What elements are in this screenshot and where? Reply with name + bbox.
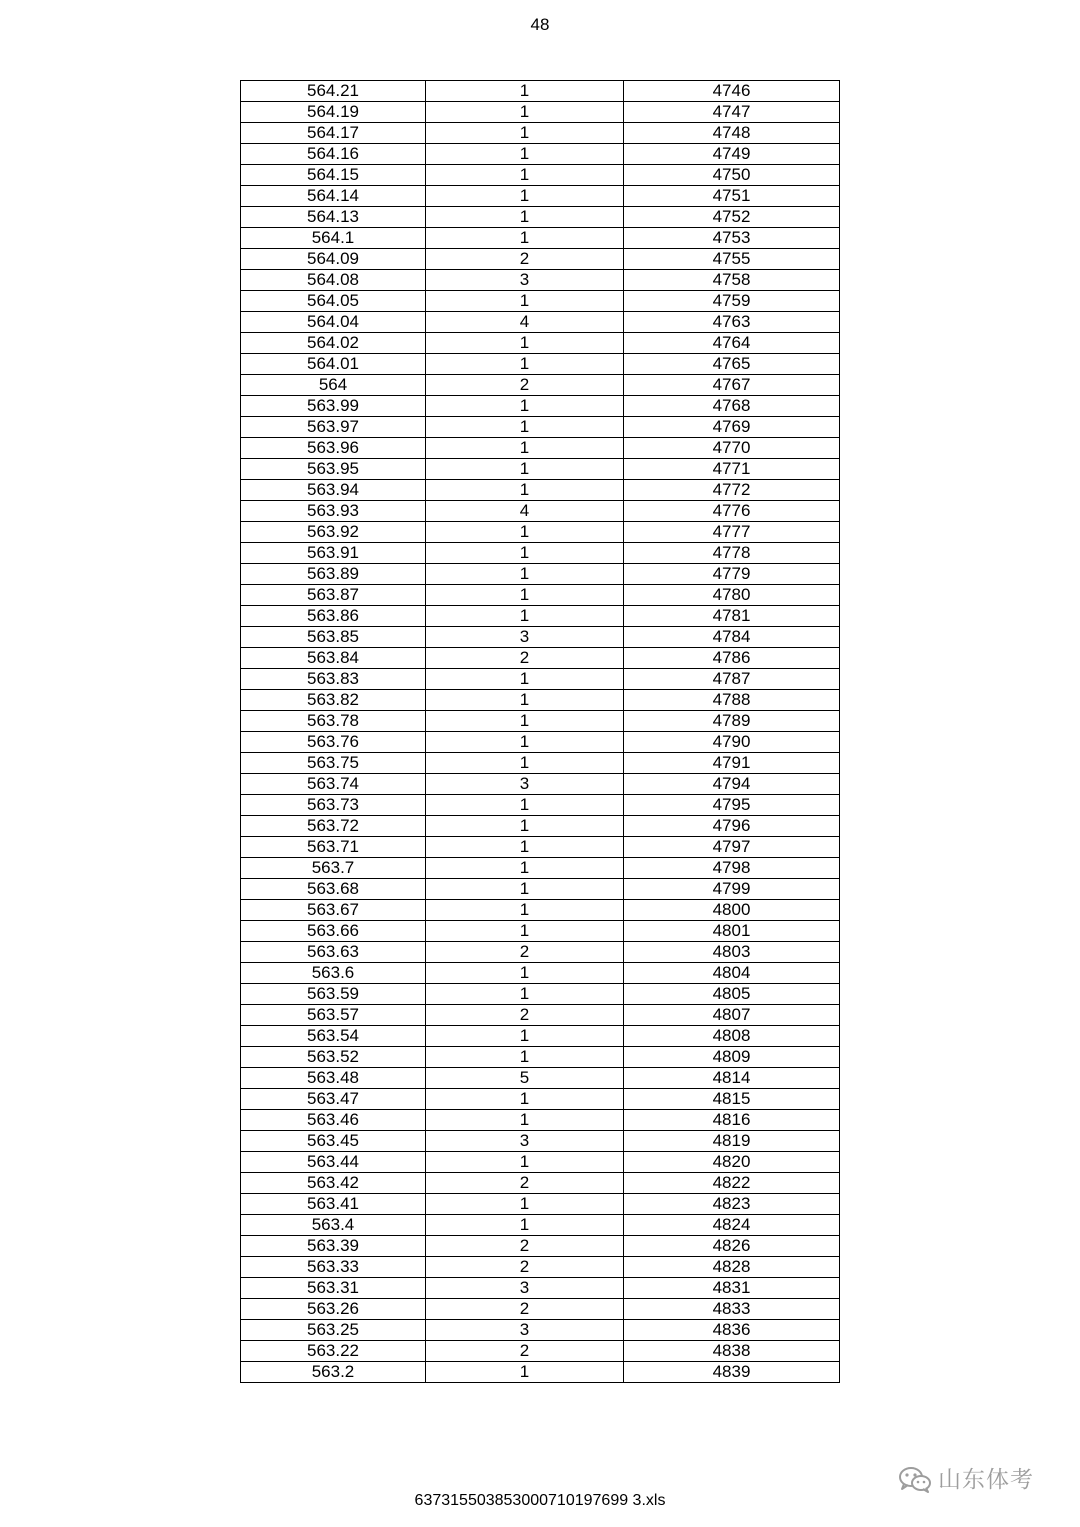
cumulative-cell: 4787 [624,669,840,690]
score-cell: 564.08 [241,270,426,291]
table-row [241,438,840,459]
count-cell: 1 [426,1026,624,1047]
table-row [241,921,840,942]
cumulative-cell: 4746 [624,81,840,102]
cumulative-cell: 4771 [624,459,840,480]
count-cell: 2 [426,375,624,396]
score-cell: 563.44 [241,1152,426,1173]
count-cell: 2 [426,1173,624,1194]
cumulative-cell: 4791 [624,753,840,774]
count-cell: 3 [426,1131,624,1152]
table-row [241,1047,840,1068]
cumulative-cell: 4828 [624,1257,840,1278]
score-cell: 563.94 [241,480,426,501]
score-cell: 563.85 [241,627,426,648]
table-row [241,795,840,816]
score-cell: 563.31 [241,1278,426,1299]
table-row [241,165,840,186]
count-cell: 1 [426,711,624,732]
count-cell: 4 [426,501,624,522]
table-row [241,585,840,606]
score-cell: 564.02 [241,333,426,354]
table-row [241,333,840,354]
count-cell: 1 [426,669,624,690]
cumulative-cell: 4809 [624,1047,840,1068]
score-cell: 563.97 [241,417,426,438]
score-cell: 563.72 [241,816,426,837]
cumulative-cell: 4826 [624,1236,840,1257]
count-cell: 1 [426,606,624,627]
score-table [240,80,840,1383]
table-body [241,81,840,1383]
table-row [241,81,840,102]
score-cell: 563.33 [241,1257,426,1278]
table-row [241,669,840,690]
cumulative-cell: 4831 [624,1278,840,1299]
cumulative-cell: 4765 [624,354,840,375]
score-cell: 563.96 [241,438,426,459]
cumulative-cell: 4801 [624,921,840,942]
cumulative-cell: 4805 [624,984,840,1005]
score-cell: 564.05 [241,291,426,312]
table-row [241,1341,840,1362]
score-cell: 563.66 [241,921,426,942]
score-cell: 563.4 [241,1215,426,1236]
score-cell: 563.71 [241,837,426,858]
cumulative-cell: 4778 [624,543,840,564]
count-cell: 1 [426,879,624,900]
table-row [241,417,840,438]
score-cell: 563.84 [241,648,426,669]
score-cell: 563.86 [241,606,426,627]
table-row [241,207,840,228]
count-cell: 1 [426,732,624,753]
cumulative-cell: 4816 [624,1110,840,1131]
cumulative-cell: 4780 [624,585,840,606]
count-cell: 1 [426,753,624,774]
count-cell: 2 [426,1005,624,1026]
score-cell: 564 [241,375,426,396]
watermark-text: 山东体考 [938,1467,1034,1493]
table-row [241,1005,840,1026]
count-cell: 2 [426,942,624,963]
count-cell: 1 [426,354,624,375]
count-cell: 1 [426,291,624,312]
count-cell: 1 [426,1152,624,1173]
table-row [241,228,840,249]
table-row [241,984,840,1005]
table-row [241,249,840,270]
cumulative-cell: 4749 [624,144,840,165]
cumulative-cell: 4804 [624,963,840,984]
score-cell: 563.47 [241,1089,426,1110]
cumulative-cell: 4768 [624,396,840,417]
table-row [241,1236,840,1257]
count-cell: 2 [426,1299,624,1320]
count-cell: 1 [426,81,624,102]
table-row [241,1152,840,1173]
score-cell: 564.1 [241,228,426,249]
score-cell: 563.83 [241,669,426,690]
cumulative-cell: 4807 [624,1005,840,1026]
cumulative-cell: 4753 [624,228,840,249]
table-row [241,711,840,732]
count-cell: 1 [426,186,624,207]
table-row [241,627,840,648]
score-cell: 563.2 [241,1362,426,1383]
cumulative-cell: 4822 [624,1173,840,1194]
count-cell: 2 [426,1257,624,1278]
cumulative-cell: 4819 [624,1131,840,1152]
table-row [241,270,840,291]
count-cell: 1 [426,795,624,816]
cumulative-cell: 4836 [624,1320,840,1341]
score-cell: 563.73 [241,795,426,816]
score-cell: 564.01 [241,354,426,375]
score-cell: 563.91 [241,543,426,564]
table-row [241,1131,840,1152]
score-cell: 563.39 [241,1236,426,1257]
table-row [241,543,840,564]
table-row [241,1089,840,1110]
score-cell: 563.68 [241,879,426,900]
count-cell: 1 [426,858,624,879]
table-row [241,480,840,501]
score-cell: 563.45 [241,1131,426,1152]
cumulative-cell: 4814 [624,1068,840,1089]
score-cell: 563.67 [241,900,426,921]
count-cell: 1 [426,1089,624,1110]
page-number: 48 [530,15,550,34]
cumulative-cell: 4751 [624,186,840,207]
score-cell: 563.89 [241,564,426,585]
table-row [241,1173,840,1194]
count-cell: 1 [426,144,624,165]
count-cell: 1 [426,480,624,501]
count-cell: 1 [426,963,624,984]
count-cell: 3 [426,627,624,648]
table-row [241,1068,840,1089]
table-row [241,102,840,123]
cumulative-cell: 4803 [624,942,840,963]
score-cell: 563.7 [241,858,426,879]
table-row [241,753,840,774]
count-cell: 1 [426,690,624,711]
table-row [241,732,840,753]
count-cell: 1 [426,1047,624,1068]
cumulative-cell: 4750 [624,165,840,186]
cumulative-cell: 4797 [624,837,840,858]
cumulative-cell: 4758 [624,270,840,291]
score-cell: 563.78 [241,711,426,732]
count-cell: 1 [426,921,624,942]
cumulative-cell: 4784 [624,627,840,648]
score-cell: 564.19 [241,102,426,123]
score-cell: 563.57 [241,1005,426,1026]
count-cell: 1 [426,543,624,564]
cumulative-cell: 4789 [624,711,840,732]
score-cell: 563.95 [241,459,426,480]
count-cell: 3 [426,270,624,291]
score-cell: 563.92 [241,522,426,543]
cumulative-cell: 4799 [624,879,840,900]
cumulative-cell: 4781 [624,606,840,627]
count-cell: 1 [426,228,624,249]
count-cell: 1 [426,102,624,123]
table-row [241,1320,840,1341]
count-cell: 1 [426,417,624,438]
count-cell: 1 [426,1194,624,1215]
table-row [241,648,840,669]
count-cell: 1 [426,207,624,228]
table-row [241,312,840,333]
score-cell: 563.46 [241,1110,426,1131]
score-cell: 563.99 [241,396,426,417]
score-cell: 564.09 [241,249,426,270]
score-cell: 563.41 [241,1194,426,1215]
score-cell: 564.14 [241,186,426,207]
cumulative-cell: 4763 [624,312,840,333]
table-row [241,900,840,921]
cumulative-cell: 4748 [624,123,840,144]
count-cell: 1 [426,1215,624,1236]
table-row [241,690,840,711]
wechat-icon [898,1466,932,1494]
score-cell: 564.16 [241,144,426,165]
table-row [241,354,840,375]
count-cell: 3 [426,774,624,795]
cumulative-cell: 4815 [624,1089,840,1110]
table-row [241,459,840,480]
score-cell: 563.59 [241,984,426,1005]
table-row [241,186,840,207]
table-row [241,144,840,165]
table-row [241,375,840,396]
cumulative-cell: 4794 [624,774,840,795]
score-cell: 563.82 [241,690,426,711]
score-cell: 564.15 [241,165,426,186]
cumulative-cell: 4755 [624,249,840,270]
cumulative-cell: 4776 [624,501,840,522]
table-row [241,942,840,963]
table-row [241,291,840,312]
table-row [241,396,840,417]
score-cell: 563.63 [241,942,426,963]
cumulative-cell: 4838 [624,1341,840,1362]
table-row [241,1110,840,1131]
cumulative-cell: 4796 [624,816,840,837]
count-cell: 1 [426,585,624,606]
cumulative-cell: 4833 [624,1299,840,1320]
count-cell: 1 [426,396,624,417]
score-cell: 563.52 [241,1047,426,1068]
table-row [241,522,840,543]
cumulative-cell: 4823 [624,1194,840,1215]
table-row [241,1194,840,1215]
table-row [241,963,840,984]
table-row [241,1215,840,1236]
cumulative-cell: 4795 [624,795,840,816]
score-cell: 564.04 [241,312,426,333]
count-cell: 1 [426,522,624,543]
score-cell: 564.13 [241,207,426,228]
score-cell: 563.48 [241,1068,426,1089]
cumulative-cell: 4786 [624,648,840,669]
table-row [241,1257,840,1278]
footer-filename: 637315503853000710197699 3.xls [414,1492,666,1509]
count-cell: 1 [426,564,624,585]
score-cell: 563.25 [241,1320,426,1341]
count-cell: 1 [426,459,624,480]
score-cell: 563.76 [241,732,426,753]
count-cell: 4 [426,312,624,333]
table-row [241,1026,840,1047]
count-cell: 2 [426,249,624,270]
score-cell: 563.87 [241,585,426,606]
cumulative-cell: 4772 [624,480,840,501]
count-cell: 1 [426,984,624,1005]
table-row [241,606,840,627]
score-cell: 564.21 [241,81,426,102]
count-cell: 1 [426,1110,624,1131]
count-cell: 1 [426,816,624,837]
score-cell: 563.6 [241,963,426,984]
watermark [898,1464,1034,1496]
cumulative-cell: 4808 [624,1026,840,1047]
score-cell: 563.93 [241,501,426,522]
table-row [241,1362,840,1383]
cumulative-cell: 4764 [624,333,840,354]
score-cell: 563.26 [241,1299,426,1320]
count-cell: 1 [426,1362,624,1383]
table-row [241,123,840,144]
score-cell: 563.42 [241,1173,426,1194]
table-row [241,774,840,795]
count-cell: 1 [426,900,624,921]
cumulative-cell: 4824 [624,1215,840,1236]
count-cell: 5 [426,1068,624,1089]
cumulative-cell: 4747 [624,102,840,123]
cumulative-cell: 4790 [624,732,840,753]
score-cell: 563.74 [241,774,426,795]
count-cell: 2 [426,1236,624,1257]
table-row [241,837,840,858]
table-row [241,1299,840,1320]
table-row [241,564,840,585]
count-cell: 1 [426,165,624,186]
cumulative-cell: 4769 [624,417,840,438]
count-cell: 2 [426,648,624,669]
cumulative-cell: 4779 [624,564,840,585]
count-cell: 1 [426,438,624,459]
score-cell: 563.75 [241,753,426,774]
table-row [241,816,840,837]
count-cell: 3 [426,1320,624,1341]
cumulative-cell: 4788 [624,690,840,711]
count-cell: 2 [426,1341,624,1362]
cumulative-cell: 4767 [624,375,840,396]
count-cell: 3 [426,1278,624,1299]
score-cell: 563.22 [241,1341,426,1362]
score-cell: 564.17 [241,123,426,144]
score-cell: 563.54 [241,1026,426,1047]
cumulative-cell: 4752 [624,207,840,228]
cumulative-cell: 4770 [624,438,840,459]
table-row [241,1278,840,1299]
table-row [241,879,840,900]
table-row [241,858,840,879]
cumulative-cell: 4798 [624,858,840,879]
cumulative-cell: 4759 [624,291,840,312]
cumulative-cell: 4820 [624,1152,840,1173]
cumulative-cell: 4839 [624,1362,840,1383]
count-cell: 1 [426,123,624,144]
count-cell: 1 [426,333,624,354]
cumulative-cell: 4800 [624,900,840,921]
count-cell: 1 [426,837,624,858]
cumulative-cell: 4777 [624,522,840,543]
table-row [241,501,840,522]
